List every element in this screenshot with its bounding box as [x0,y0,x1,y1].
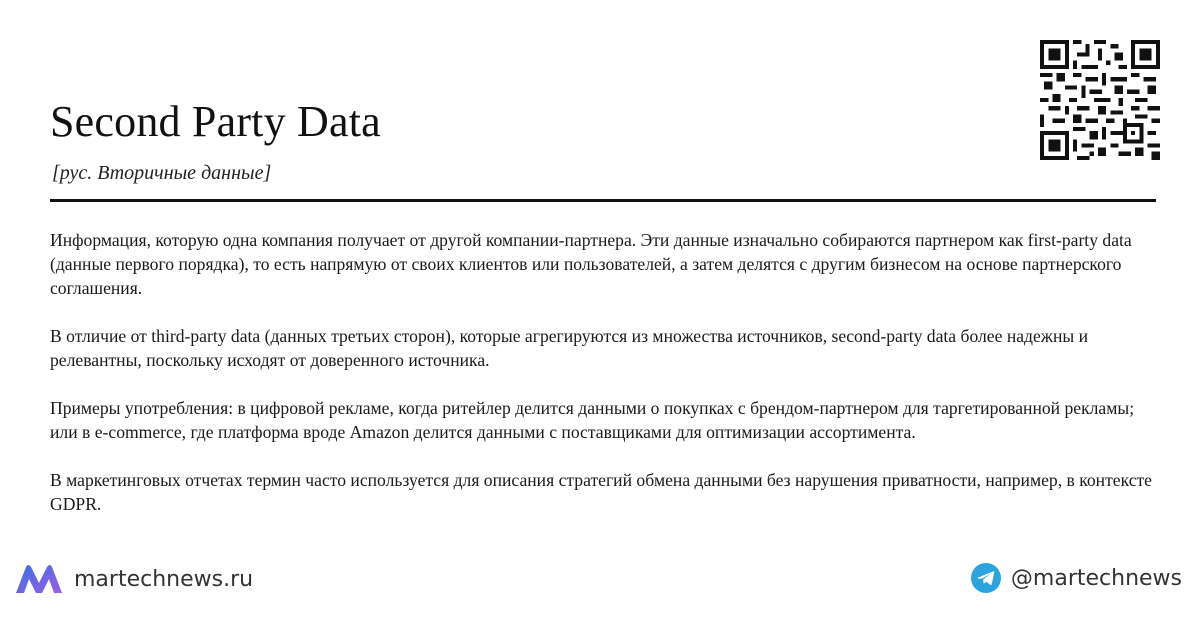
definition-body [50,228,1160,540]
paragraph: В отличие от third-party data (данных третьих сторон), которые агрегируются из множества источников, second-party data более надежны и релевантны, поскольку исходят от доверенного источника. [50,326,1089,370]
martechnews-logo-icon [14,563,64,595]
paragraph: Примеры употребления: в цифровой рекламе, когда ритейлер делится данными о покупках с брендом-партнером для таргетированной рекламы; или в e-commerce, где платформа вроде Amazon делится данными с поставщиками для оптимизации ассортимента. [50,398,1135,442]
title-divider [50,199,1156,202]
paragraph: Информация, которую одна компания получает от другой компании-партнера. Эти данные изначально собираются партнером как first-party data (данные первого порядка), то есть напрямую от своих клиентов или пользователей, а затем делятся с другим бизнесом на основе партнерского соглашения. [50,230,1132,298]
paragraph: В маркетинговых отчетах термин часто используется для описания стратегий обмена данными без нарушения приватности, например, в контексте GDPR. [50,470,1152,514]
telegram-icon [971,563,1001,593]
footer-site-link[interactable] [14,563,253,595]
footer-telegram-link[interactable] [971,563,1182,593]
qr-code-icon[interactable] [1040,40,1160,160]
translation-subtitle: [рус. Вторичные данные] [52,162,272,184]
page-title: Second Party Data [50,97,381,146]
telegram-handle: @martechnews [1010,565,1182,591]
site-name: martechnews.ru [74,566,254,592]
